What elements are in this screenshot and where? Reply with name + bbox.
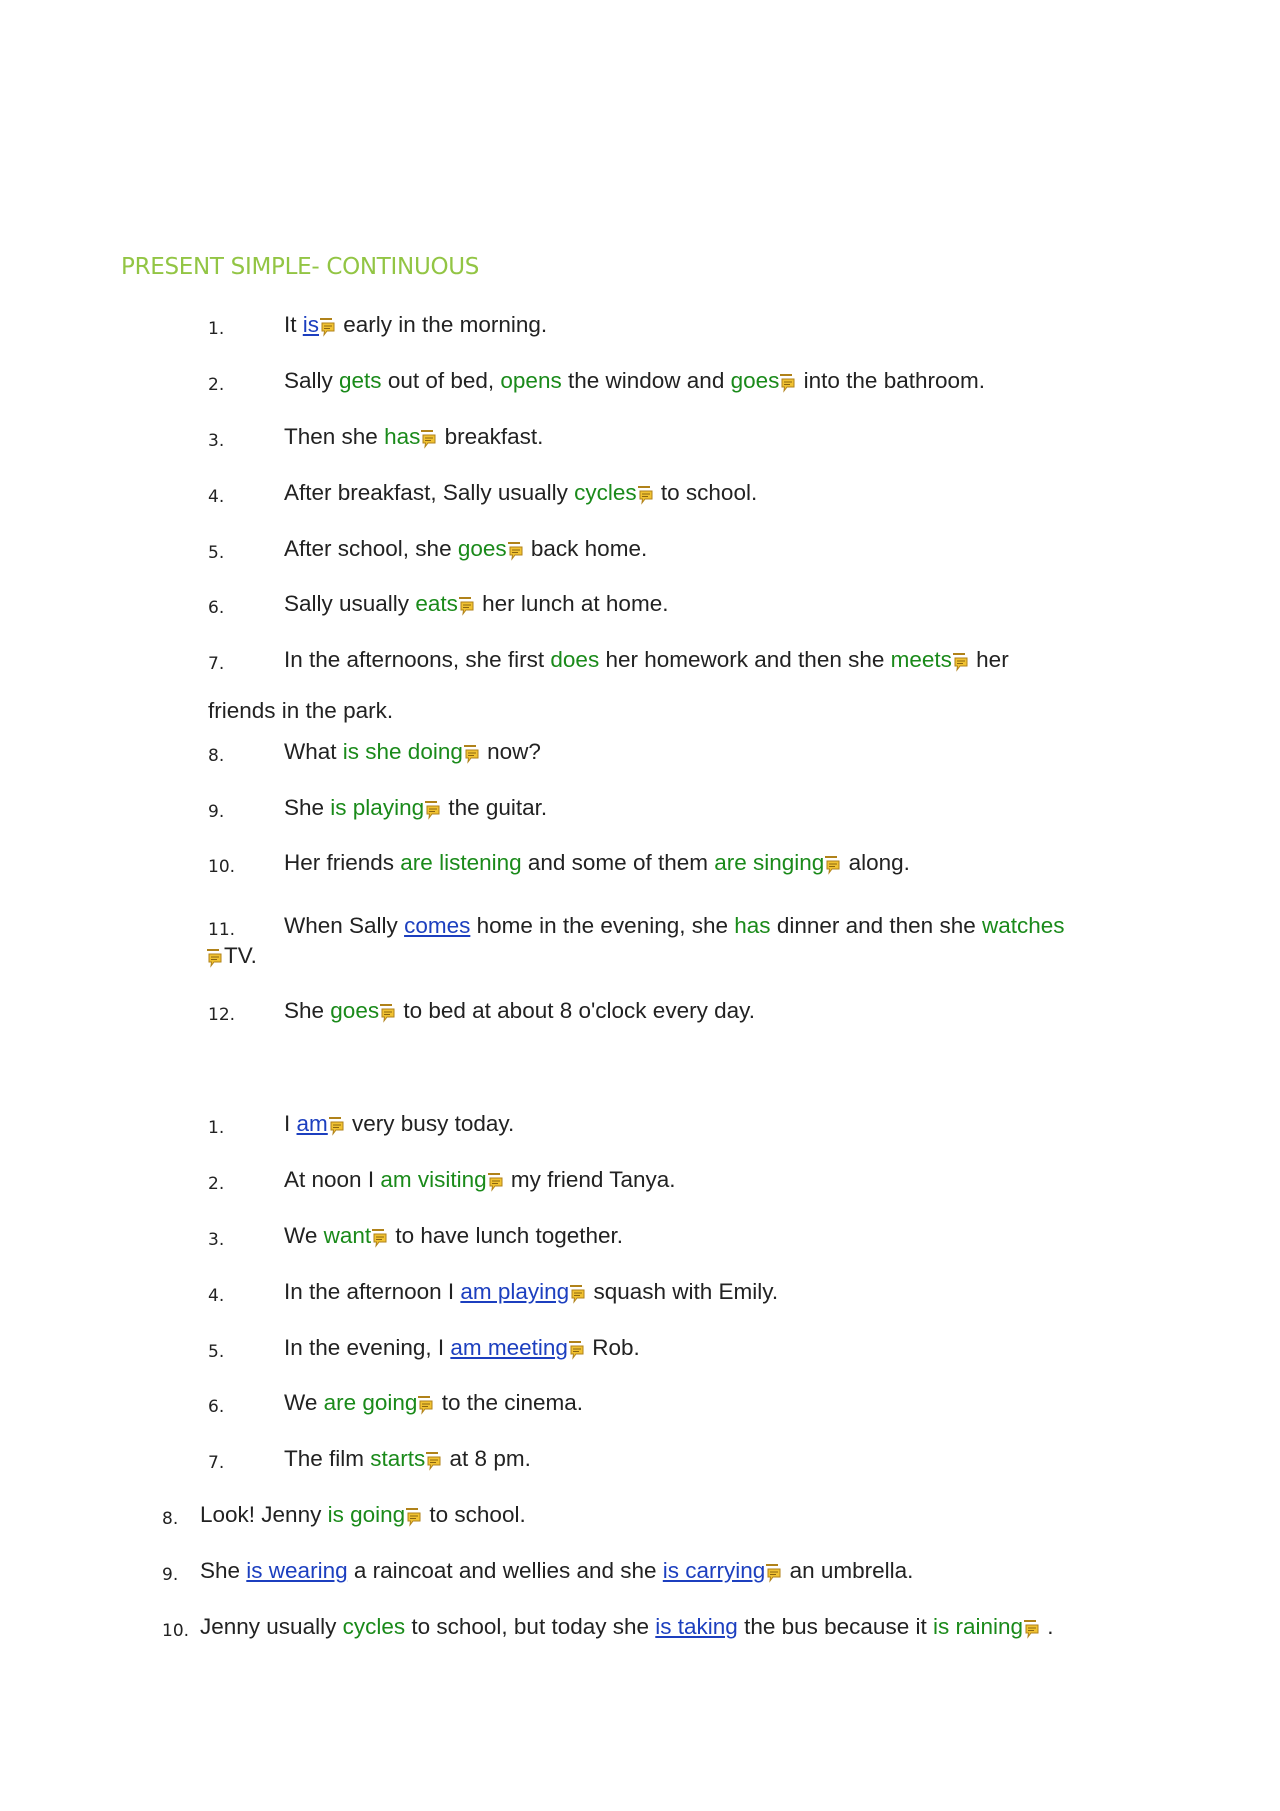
sentence-text: my friend Tanya. (504, 1167, 676, 1192)
sentence-text: She (284, 795, 331, 820)
sentence (284, 1390, 583, 1416)
sentence (200, 1502, 526, 1528)
answer-text: cycles (342, 1614, 406, 1639)
comment-icon[interactable] (1024, 1620, 1038, 1640)
sentence-text: very busy today. (345, 1111, 515, 1136)
answer-text: want (323, 1223, 372, 1248)
answer-link[interactable]: is wearing (246, 1558, 348, 1583)
sentence (284, 739, 541, 765)
answer-link[interactable]: am playing (460, 1279, 570, 1304)
answer-text: goes (730, 368, 780, 393)
sentence-text: . (1041, 1614, 1054, 1639)
sentence (284, 480, 757, 506)
page-title: PRESENT SIMPLE- CONTINUOUS (121, 254, 480, 280)
sentence-text: to the cinema. (435, 1390, 584, 1415)
comment-icon[interactable] (207, 949, 221, 969)
list-item-number: 3. (208, 431, 225, 451)
sentence-text: Sally usually (284, 591, 416, 616)
sentence-text: to school, but today she (405, 1614, 656, 1639)
answer-text: starts (370, 1446, 426, 1471)
sentence-text: to have lunch together. (389, 1223, 624, 1248)
sentence-text: In the evening, I (284, 1335, 451, 1360)
list-item-number: 4. (208, 1286, 225, 1306)
sentence-text: dinner and then she (770, 913, 982, 938)
sentence-text: the window and (561, 368, 731, 393)
sentence-text: breakfast. (438, 424, 544, 449)
sentence-text: the guitar. (442, 795, 548, 820)
list-item-number: 10. (162, 1621, 190, 1641)
sentence-text: and some of them (521, 850, 715, 875)
sentence (284, 312, 547, 338)
list-item-number: 8. (162, 1509, 179, 1529)
answer-link[interactable]: am meeting (450, 1335, 568, 1360)
sentence-text: along. (842, 850, 910, 875)
answer-text: goes (330, 998, 380, 1023)
answer-text: are singing (714, 850, 825, 875)
sentence-text: Her friends (284, 850, 401, 875)
sentence-text: Look! Jenny (200, 1502, 328, 1527)
comment-icon[interactable] (320, 318, 334, 338)
answer-link[interactable]: is carrying (662, 1558, 766, 1583)
comment-icon[interactable] (825, 856, 839, 876)
comment-icon[interactable] (570, 1285, 584, 1305)
sentence-text: a raincoat and wellies and she (347, 1558, 663, 1583)
sentence-text: After breakfast, Sally usually (284, 480, 575, 505)
comment-icon[interactable] (380, 1004, 394, 1024)
list-item-number: 1. (208, 1118, 225, 1138)
sentence-text: She (284, 998, 331, 1023)
sentence (284, 1223, 623, 1249)
list-item-number: 1. (208, 319, 225, 339)
list-item-number: 4. (208, 487, 225, 507)
list-item-number: 5. (208, 1342, 225, 1362)
answer-text: does (550, 647, 600, 672)
list-item-number: 11. (208, 920, 236, 940)
sentence (284, 647, 1009, 673)
sentence-text: an umbrella. (783, 1558, 914, 1583)
sentence-text: After school, she (284, 536, 458, 561)
answer-text: is raining (932, 1614, 1024, 1639)
sentence-text: her homework and then she (599, 647, 891, 672)
sentence (284, 795, 547, 821)
sentence-text: squash with Emily. (587, 1279, 779, 1304)
sentence-text: I (284, 1111, 297, 1136)
sentence (284, 913, 1065, 939)
comment-icon[interactable] (638, 486, 652, 506)
sentence (284, 1446, 531, 1472)
comment-icon[interactable] (425, 801, 439, 821)
list-item-number: 9. (162, 1565, 179, 1585)
sentence-text: her lunch at home. (475, 591, 669, 616)
comment-icon[interactable] (464, 745, 478, 765)
sentence (284, 1279, 778, 1305)
sentence-text: TV. (224, 943, 257, 968)
sentence-text: back home. (524, 536, 648, 561)
answer-link[interactable]: is (302, 312, 320, 337)
answer-text: is she doing (342, 739, 463, 764)
sentence-text: At noon I (284, 1167, 381, 1192)
answer-text: has (384, 424, 421, 449)
comment-icon[interactable] (329, 1117, 343, 1137)
answer-text: are going (323, 1390, 418, 1415)
sentence-text: When Sally (284, 913, 405, 938)
sentence-text: her (969, 647, 1009, 672)
sentence-text: early in the morning. (337, 312, 548, 337)
comment-icon[interactable] (421, 430, 435, 450)
sentence-text: out of bed, (381, 368, 501, 393)
answer-text: gets (339, 368, 382, 393)
sentence-text: into the bathroom. (797, 368, 986, 393)
answer-link[interactable]: am (296, 1111, 328, 1136)
sentence-text: Rob. (585, 1335, 640, 1360)
sentence (284, 1111, 514, 1137)
comment-icon[interactable] (780, 374, 794, 394)
answer-text: opens (500, 368, 562, 393)
sentence-text: We (284, 1223, 324, 1248)
list-item-number: 9. (208, 802, 225, 822)
sentence-text: to school. (654, 480, 758, 505)
comment-icon[interactable] (372, 1229, 386, 1249)
sentence-text: to school. (423, 1502, 526, 1527)
list-item-number: 6. (208, 1397, 225, 1417)
sentence-text: to bed at about 8 o'clock every day. (397, 998, 755, 1023)
sentence (284, 591, 668, 617)
answer-text: eats (415, 591, 458, 616)
list-item-number: 10. (208, 857, 236, 877)
answer-text: goes (457, 536, 507, 561)
list-item-number: 7. (208, 1453, 225, 1473)
comment-icon[interactable] (418, 1396, 432, 1416)
comment-icon[interactable] (953, 653, 967, 673)
sentence (206, 943, 257, 969)
sentence (284, 424, 543, 450)
answer-text: meets (890, 647, 952, 672)
comment-icon[interactable] (459, 597, 473, 617)
sentence-text: In the afternoons, she first (284, 647, 551, 672)
list-item-number: 5. (208, 543, 225, 563)
sentence-text: Then she (284, 424, 385, 449)
answer-text: is going (327, 1502, 406, 1527)
list-item-number: 3. (208, 1230, 225, 1250)
sentence-text: home in the evening, she (470, 913, 735, 938)
sentence-text: Sally (284, 368, 340, 393)
sentence (284, 368, 985, 394)
comment-icon[interactable] (406, 1508, 420, 1528)
answer-text: cycles (574, 480, 637, 505)
sentence (284, 850, 910, 876)
answer-text: am visiting (380, 1167, 487, 1192)
sentence-text: We (284, 1390, 324, 1415)
sentence (200, 1558, 913, 1584)
comment-icon[interactable] (508, 542, 522, 562)
sentence-text: Jenny usually (200, 1614, 343, 1639)
answer-link[interactable]: is taking (655, 1614, 738, 1639)
sentence-text: the bus because it (737, 1614, 933, 1639)
sentence-text: What (284, 739, 343, 764)
list-item-number: 7. (208, 654, 225, 674)
list-item-number: 6. (208, 598, 225, 618)
sentence (284, 1167, 676, 1193)
sentence (284, 536, 647, 562)
sentence-text: at 8 pm. (443, 1446, 531, 1471)
sentence-text: She (200, 1558, 247, 1583)
comment-icon[interactable] (569, 1341, 583, 1361)
sentence (284, 1335, 640, 1361)
list-item-number: 12. (208, 1005, 236, 1025)
comment-icon[interactable] (488, 1173, 502, 1193)
sentence-text: friends in the park. (208, 698, 394, 723)
answer-link[interactable]: comes (404, 913, 471, 938)
sentence (200, 1614, 1054, 1640)
answer-text: has (734, 913, 771, 938)
sentence (284, 998, 755, 1024)
sentence-text: In the afternoon I (284, 1279, 461, 1304)
comment-icon[interactable] (426, 1452, 440, 1472)
comment-icon[interactable] (766, 1564, 780, 1584)
sentence (208, 698, 393, 724)
answer-text: is playing (330, 795, 425, 820)
sentence-text: The film (284, 1446, 371, 1471)
list-item-number: 2. (208, 375, 225, 395)
list-item-number: 2. (208, 1174, 225, 1194)
sentence-text: now? (480, 739, 541, 764)
answer-text: watches (981, 913, 1065, 938)
sentence-text: It (284, 312, 303, 337)
list-item-number: 8. (208, 746, 225, 766)
answer-text: are listening (400, 850, 522, 875)
